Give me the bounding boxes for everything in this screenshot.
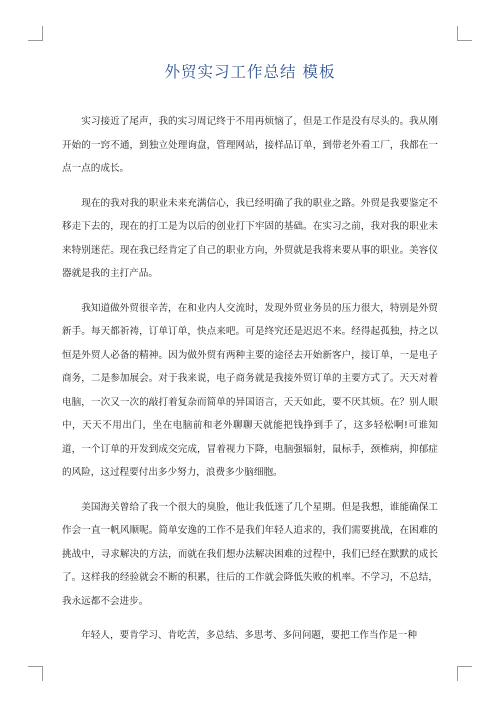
crop-mark-top-left <box>28 26 43 41</box>
document-page <box>62 60 438 659</box>
page-title: 外贸实习工作总结 模板 <box>164 63 336 81</box>
crop-mark-bottom-right <box>457 666 472 681</box>
crop-mark-top-right <box>457 26 472 41</box>
paragraph-5: 年轻人，要肯学习、肯吃苦，多总结、多思考、多问问题，要把工作当作是一种 <box>81 630 417 641</box>
paragraph-4: 美国海关曾给了我一个很大的臭脸，他让我低迷了几个星期。但是我想，谁能确保工作会一直一帆风顺呢。简单安逸的工作不是我们年轻人追求的，我们需要挑战，在困难的挑战中，寻求解决的方法，而就在我们想办法解决困难的过程中，我们已经在默默的成长了。这样我的经验就会不断的积累，往后的工作就会降低失败的机率。不学习，不总结，我永远都不会进步。 <box>62 501 438 607</box>
crop-mark-bottom-left <box>28 666 43 681</box>
paragraph-1: 实习接近了尾声，我的实习周记终于不用再烦恼了，但是工作是没有尽头的。我从刚开始的一窍不通，到独立处理询盘，管理网站，接样品订单，到带老外看工厂，我都在一点一点的成长。 <box>62 116 438 174</box>
paragraph-3: 我知道做外贸很辛苦，在和业内人交流时，发现外贸业务员的压力很大，特别是外贸新手。每天都祈祷，订单订单，快点来吧。可是终究还是迟迟不来。经得起孤独，持之以恒是外贸人必备的精神。因为做外贸有两种主要的途径去开始新客户，接订单，一是电子商务，二是参加展会。对于我来说，电子商务就是我接外贸订单的主要方式了。天天对着电脑，一次又一次的敲打着复杂而简单的异国语言，天天如此，要不厌其烦。在？别人眼中，天天不用出门，坐在电脑前和老外聊聊天就能把钱挣到手了，这多轻松啊!可谁知道，一个订单的开发到成交完成，冒着视力下降，电脑强辐射，鼠标手，颈椎病，抑郁症的风险，这过程要付出多少努力，浪费多少脑细胞。 <box>62 302 438 478</box>
paragraph-2: 现在的我对我的职业未来充满信心，我已经明确了我的职业之路。外贸是我要鉴定不移走下去的，现在的打工是为以后的创业打下牢固的基础。在实习之前，我对我的职业未来特别迷茫。现在我已经肯定了自己的职业方向，外贸就是我将来要从事的职业。美容仪器就是我的主打产品。 <box>62 197 438 279</box>
